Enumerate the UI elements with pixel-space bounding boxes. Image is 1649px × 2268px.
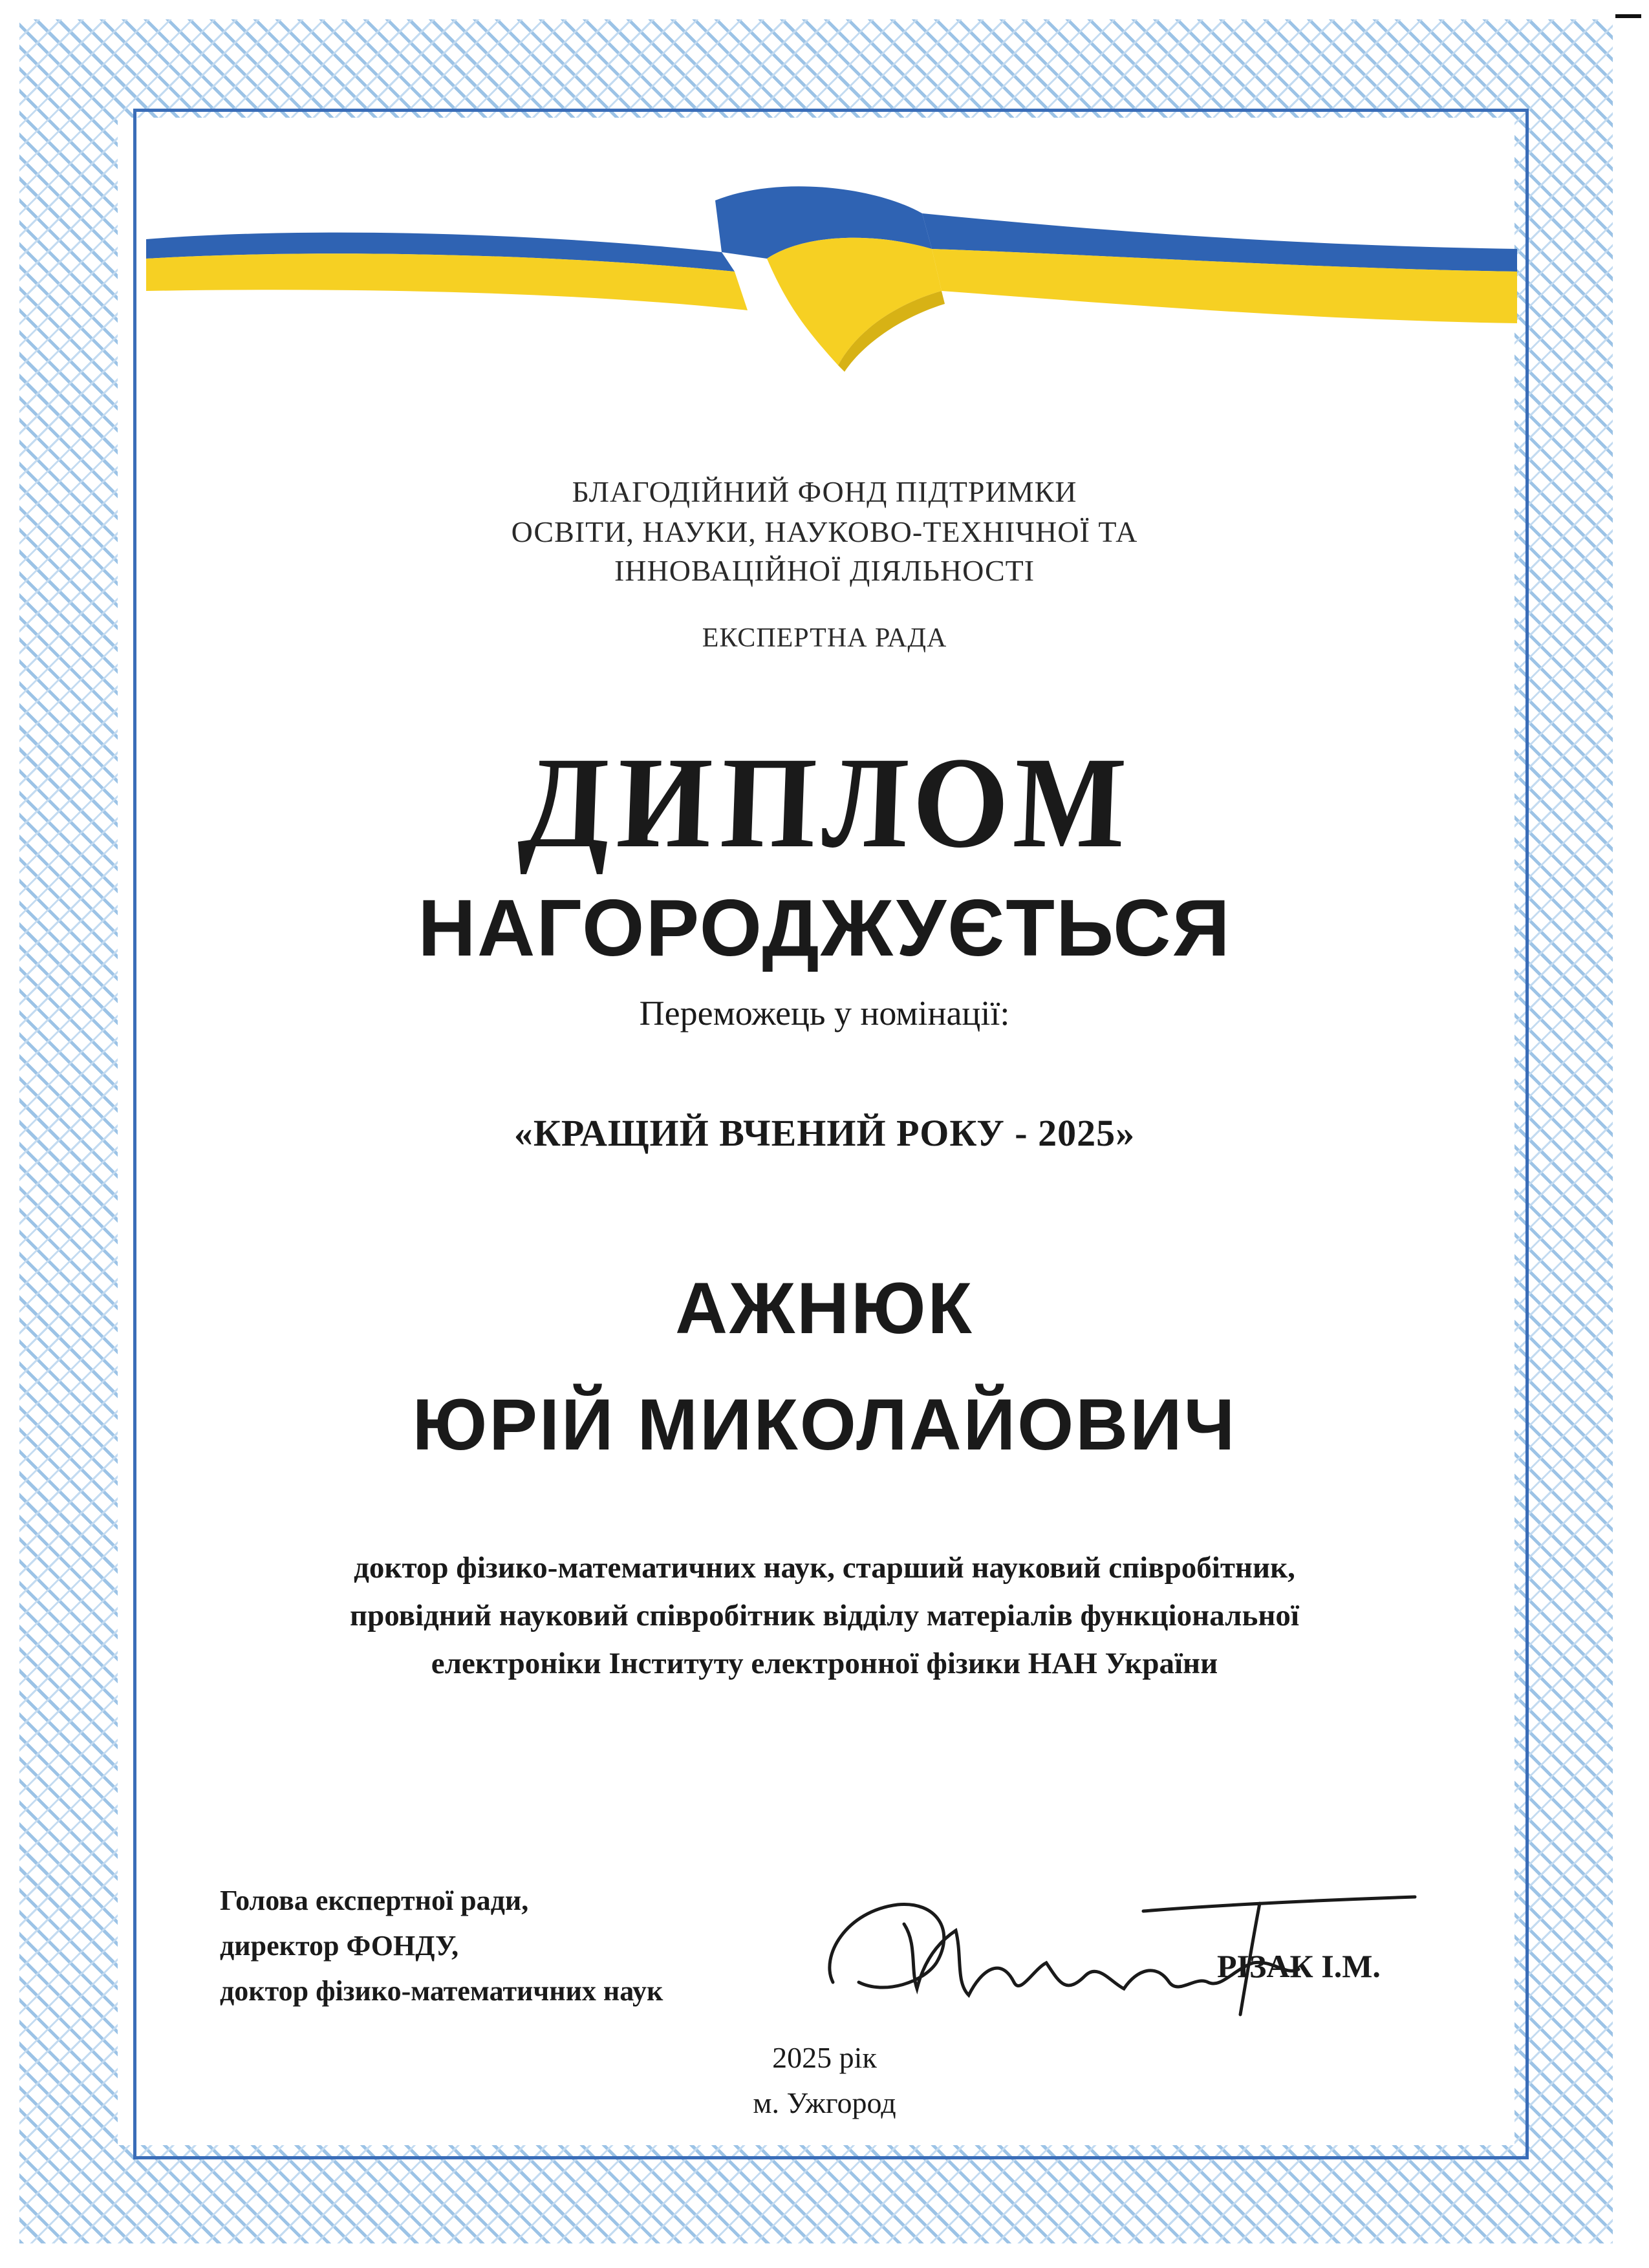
- ukrainian-flag-ribbon: [146, 136, 1517, 414]
- credentials-line-1: доктор фізико-математичних наук, старший науковий співробітник,: [354, 1551, 1295, 1585]
- scan-edge-mark: [1615, 14, 1641, 18]
- signatory-role-line-1: Голова експертної ради,: [220, 1885, 529, 1916]
- awarded-heading: НАГОРОДЖУЄТЬСЯ: [418, 884, 1231, 973]
- signatory-role-line-2: директор ФОНДУ,: [220, 1930, 459, 1962]
- footer-year: 2025 рік: [772, 2041, 877, 2074]
- nomination-title: «КРАЩИЙ ВЧЕНИЙ РОКУ - 2025»: [513, 1112, 1136, 1154]
- foundation-line-3: ІННОВАЦІЙНОЇ ДІЯЛЬНОСТІ: [614, 554, 1035, 587]
- footer-city: м. Ужгород: [753, 2086, 896, 2119]
- signatory-role-line-3: доктор фізико-математичних наук: [220, 1975, 663, 2007]
- expert-council: ЕКСПЕРТНА РАДА: [702, 623, 947, 653]
- credentials-line-2: провідний науковий співробітник відділу матеріалів функціональної: [350, 1599, 1299, 1632]
- credentials-line-3: електроніки Інституту електронної фізики НАН України: [431, 1647, 1218, 1680]
- foundation-line-1: БЛАГОДІЙНИЙ ФОНД ПІДТРИМКИ: [572, 475, 1077, 508]
- recipient-given-names: ЮРІЙ МИКОЛАЙОВИЧ: [412, 1384, 1237, 1465]
- foundation-line-2: ОСВІТИ, НАУКИ, НАУКОВО-ТЕХНІЧНОЇ ТА: [511, 515, 1138, 548]
- recipient-surname: АЖНЮК: [675, 1268, 974, 1349]
- diploma-title: ДИПЛОМ: [510, 730, 1139, 875]
- nomination-label: Переможець у номінації:: [639, 994, 1010, 1032]
- signatory-name: РІЗАК І.М.: [1217, 1948, 1381, 1984]
